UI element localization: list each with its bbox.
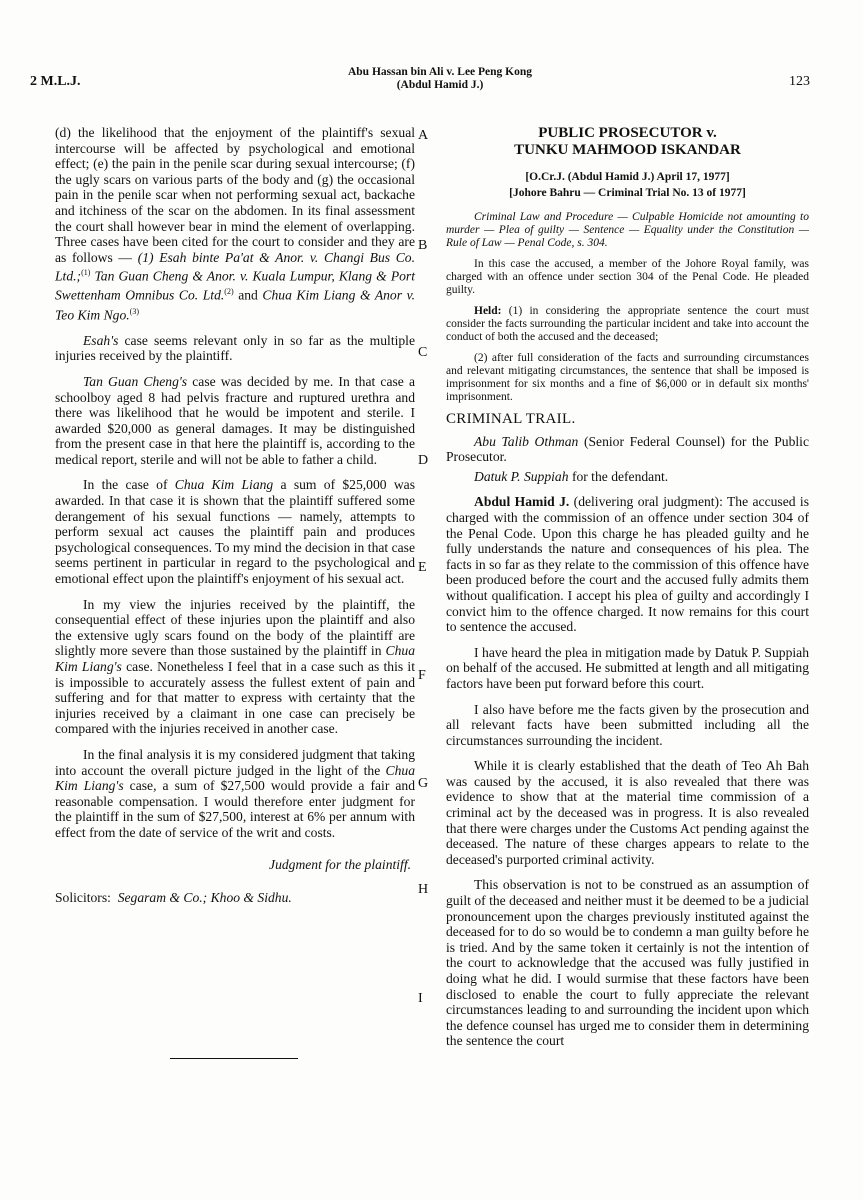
margin-letter-h: H — [418, 882, 429, 897]
counsel-prosecution: Abu Talib Othman (Senior Federal Counsel) for the Public Prosecutor. — [446, 433, 809, 465]
left-paragraph-1: (d) the likelihood that the enjoyment of the plaintiff's sexual intercourse will be affected by psychological and emotional effect; (e) the pain in the penile scar during sexual intercourse; (f) the ugly scars on various parts of the body and (g) the occasional pain in the penile scar when not performing sexual act, backache and itchiness of the scar on the abdomen. In its final assessment the court shall however bear in mind the element of overlapping. Three cases have been cited for the court to consider and they are as follows — (1) Esah binte Pa'at & Anor. v. Changi Bus Co. Ltd.;$^{(1)}$ Tan Guan Cheng & Anor. v. Kuala Lumpur, Klang & Port Swettenham Omnibus Co. Ltd.$^{(2)}$ and Chua Kim Liang & Anor v. Teo Kim Ngo.$^{(3)}$ — [55, 125, 416, 323]
footnote-ref-2: (2) — [224, 287, 234, 297]
citation-esah: (1) Esah binte Pa'at & Anor. v. Changi Bus Co. Ltd.; — [55, 249, 415, 284]
catchwords: Criminal Law and Procedure — Culpable Homicide not amounting to murder — Plea of guilty — Sentence — Equality under the Constitution — Rule of Law — Penal Code, s. 304. — [446, 211, 809, 249]
margin-letter-a: A — [418, 128, 429, 143]
header-case-name: Abu Hassan bin Ali v. Lee Peng Kong — [347, 66, 533, 78]
judgment-paragraph-5: This observation is not to be construed as an assumption of guilt of the deceased and neither must it be deemed to be a judicial pronouncement upon the charges previously instituted against the deceased for to do so would be to condemn a man guilty before he is tried. And by the same token it certainly is not the intention of the court to acknowledge that the accused was fully justified in doing what he did. I would surmise that these factors have been disclosed to enable the court to fully appreciate the relevant circumstances leading to and surrounding the incident upon which the defence counsel has urged me to consider them in determining the sentence the court — [446, 877, 809, 1049]
held-1: Held: (1) in considering the appropriate sentence the court must consider the facts surrounding the particular incident and take into account the conduct of both the accused and the deceased; — [446, 305, 809, 343]
counsel-defence: Datuk P. Suppiah for the defendant. — [474, 468, 669, 484]
margin-letters — [414, 0, 440, 1200]
running-header-title — [290, 66, 590, 92]
end-of-case-rule — [170, 1058, 298, 1059]
judgment-paragraph-2: I have heard the plea in mitigation made by Datuk P. Suppiah on behalf of the accused. He submitted at length and all mitigating factors have been put forward before this court. — [446, 644, 809, 691]
held-2: (2) after full consideration of the facts and surrounding circumstances and relevant mitigating circumstances, the sentence that shall be imposed is imprisonment for six months and a fine of $6,000 or in default six months' imprisonment. — [446, 352, 809, 403]
left-paragraph-5: In my view the injuries received by the plaintiff, the consequential effect of these injuries upon the plaintiff and also the extensive ugly scars found on the body of the plaintiff are slightly more severe than those sustained by the plaintiff in Chua Kim Liang's case. Nonetheless I feel that in a case such as this it is impossible to accurately assess the fullest extent of pain and suffering and for that matter to express with certainty that the injuries received by a claimant in one case can precisely be compared with the injuries received in another case. — [55, 596, 415, 737]
case-summary: In this case the accused, a member of the Johore Royal family, was charged with an offence under section 304 of the Penal Code. He pleaded guilty. — [446, 258, 809, 296]
margin-letter-e: E — [418, 560, 427, 575]
footnote-ref-3: (3) — [129, 306, 139, 316]
judgment-paragraph-4: While it is clearly established that the death of Teo Ah Bah was caused by the accused, it is also revealed that there was evidence to show that at the material time commission of a criminal act by the deceased was in progress. It is also revealed that there were charges under the Customs Act pending against the deceased. The nature of these charges appears to relate to the deceased's purported criminal activity. — [446, 758, 809, 867]
running-header-left: 2 M.L.J. — [30, 74, 81, 89]
left-paragraph-4: In the case of Chua Kim Liang a sum of $25,000 was awarded. In that case it is shown that the plaintiff suffered some derangement of his sexual functions — namely, attempts to perform sexual act causes the plaintiff pain and produces psychological consequences. To my mind the decision in that case seems pertinent in particular in regard to the psychological and emotional effect upon the plaintiff's enjoyment of his sexual act. — [55, 477, 415, 587]
case-title: PUBLIC PROSECUTOR v. TUNKU MAHMOOD ISKANDAR — [514, 125, 741, 158]
left-paragraph-6: In the final analysis it is my considered judgment that taking into account the overall picture judged in the light of the Chua Kim Liang's case, a sum of $27,500 would provide a fair and reasonable compensation. I would therefore enter judgment for the plaintiff in the sum of $27,500, interest at 6% per annum with effect from the date of service of the writ and costs. — [55, 746, 416, 840]
footnote-ref-1: (1) — [81, 268, 91, 278]
page-number: 123 — [789, 74, 810, 89]
left-paragraph-3: Tan Guan Cheng's case was decided by me. In that case a schoolboy aged 8 had pelvis fracture and ruptured urethra and there was likelihood that he would be impotent and sterile. I awarded $20,000 as general damages. It may be distinguished from the present case in that here the plaintiff is, according to the medical report, sterile and will not be able to father a child. — [55, 373, 415, 467]
margin-letter-f: F — [418, 668, 426, 683]
margin-letter-d: D — [418, 453, 429, 468]
section-heading: CRIMINAL TRAIL. — [446, 411, 576, 427]
margin-letter-i: I — [418, 991, 423, 1006]
judgment-result: Judgment for the plaintiff. — [269, 856, 411, 872]
case-citation: [O.Cr.J. (Abdul Hamid J.) April 17, 1977] [Johore Bahru — Criminal Trial No. 13 of 1977] — [509, 171, 746, 199]
right-column — [446, 125, 809, 1059]
header-judge: (Abdul Hamid J.) — [396, 79, 484, 91]
judgment-paragraph-1: Abdul Hamid J. (delivering oral judgment): The accused is charged with the commission of an offence under section 304 of the Penal Code. Upon this charge he has pleaded guilty and he fully understands the nature and consequences of his plea. The facts in so far as they relate to the commission of this offence have been produced before the court and the accused fully admits them without qualification. I accept his plea of guilty and accordingly I convict him to the offence charged. It now remains for this court to sentence the accused. — [446, 494, 809, 635]
left-column — [55, 125, 415, 916]
margin-letter-c: C — [418, 345, 428, 360]
citation-chua-kim-liang: Chua Kim Liang & Anor v. Teo Kim Ngo. — [55, 288, 416, 323]
margin-letter-b: B — [418, 238, 428, 253]
citation-tan-guan-cheng: Tan Guan Cheng & Anor. v. Kuala Lumpur, Klang & Port Swettenham Omnibus Co. Ltd. — [55, 268, 415, 303]
margin-letter-g: G — [418, 776, 429, 791]
left-paragraph-2: Esah's case seems relevant only in so far as the multiple injuries received by the plaintiff. — [55, 332, 415, 364]
judgment-paragraph-3: I also have before me the facts given by the prosecution and all relevant facts have been submitted including all the circumstances surrounding the incident. — [446, 701, 809, 748]
solicitors-line: Solicitors: Segaram & Co.; Khoo & Sidhu. — [55, 890, 292, 906]
